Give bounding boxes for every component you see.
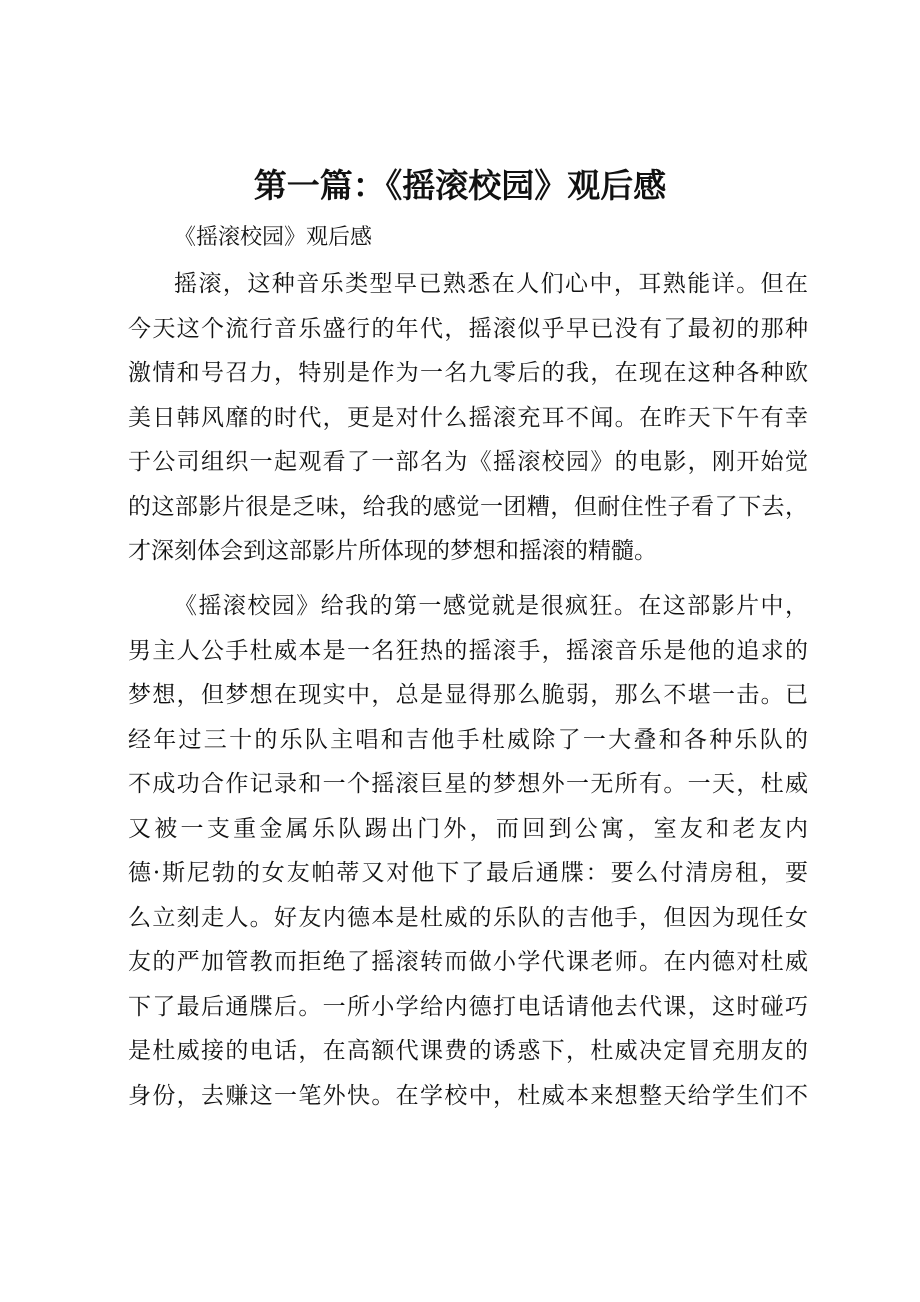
paragraph-line: 德·斯尼勃的女友帕蒂又对他下了最后通牒：要么付清房租，要 <box>128 860 808 886</box>
paragraph-line: 是杜威接的电话，在高额代课费的诱惑下，杜威决定冒充朋友的 <box>128 1038 808 1064</box>
document-title: 第一篇：《摇滚校园》观后感 <box>253 166 667 205</box>
paragraph-2 <box>128 584 808 1118</box>
paragraph-line: 梦想，但梦想在现实中，总是显得那么脆弱，那么不堪一击。已 <box>128 682 808 708</box>
paragraph-line: 男主人公手杜威本是一名狂热的摇滚手，摇滚音乐是他的追求的 <box>128 637 808 664</box>
paragraph-line: 身份，去赚这一笔外快。在学校中，杜威本来想整天给学生们不 <box>128 1082 808 1109</box>
paragraph-line: 么立刻走人。好友内德本是杜威的乐队的吉他手，但因为现任女 <box>128 904 808 931</box>
paragraph-line: 下了最后通牒后。一所小学给内德打电话请他去代课，这时碰巧 <box>128 993 808 1020</box>
paragraph-1 <box>128 262 808 574</box>
paragraph-line: 激情和号召力，特别是作为一名九零后的我，在现在这种各种欧 <box>128 360 808 386</box>
paragraph-line: 又被一支重金属乐队踢出门外，而回到公寓，室友和老友内 <box>128 815 808 842</box>
paragraph-line: 于公司组织一起观看了一部名为《摇滚校园》的电影，刚开始觉 <box>128 449 808 475</box>
paragraph-line: 美日韩风靡的时代，更是对什么摇滚充耳不闻。在昨天下午有幸 <box>128 404 808 431</box>
paragraph-line: 不成功合作记录和一个摇滚巨星的梦想外一无所有。一天，杜威 <box>128 771 808 797</box>
paragraph-line: 才深刻体会到这部影片所体现的梦想和摇滚的精髓。 <box>128 538 657 564</box>
paragraph-line: 今天这个流行音乐盛行的年代，摇滚似乎早已没有了最初的那种 <box>128 315 808 342</box>
paragraph-line: 的这部影片很是乏味，给我的感觉一团糟，但耐住性子看了下去， <box>128 493 808 520</box>
paragraph-line: 友的严加管教而拒绝了摇滚转而做小学代课老师。在内德对杜威 <box>128 949 808 975</box>
document-subtitle: 《摇滚校园》观后感 <box>174 225 373 250</box>
paragraph-line: 摇滚，这种音乐类型早已熟悉在人们心中，耳熟能详。但在 <box>174 271 808 297</box>
paragraph-line: 《摇滚校园》给我的第一感觉就是很疯狂。在这部影片中， <box>174 593 808 619</box>
paragraph-line: 经年过三十的乐队主唱和吉他手杜威除了一大叠和各种乐队的 <box>128 726 808 753</box>
